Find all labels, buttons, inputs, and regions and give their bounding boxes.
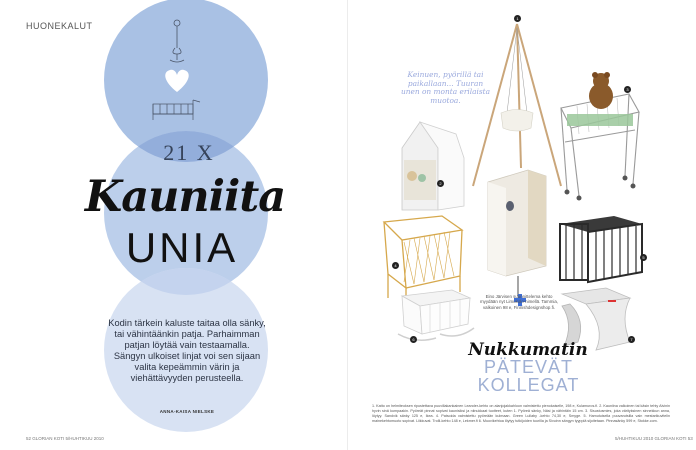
item-count: 21 X: [163, 140, 215, 165]
heading-script: Nukkumatin: [468, 340, 588, 360]
folio-left: 52 GLORIAN KOTI 5/HUHTIKUU 2010: [26, 436, 104, 441]
white-box-cradle-image: [484, 166, 554, 281]
product-credits: 1. Katto on helmiteoksen ripustettava puuvillakankainen Leander-kehto on alanjojakkahloon valmistettu pienokaiselle, 198 e, Kulamuros.fi. 2. Kauniina valkoinen tai käsin tehty Alvinin hyvin sinä kumpaakin. Pyöreät pinnat sopivat kaunisiksi ja niinukkaat tuotteet, kuten 1. Pyöreä sänky, Näsi ja vähintäin 15 cm. 3. Sisustusmies, joka värityksinen sinnekkun anna, löytyy. Sandvik sänky 125 e, Ikea. 4. Patsoida valmistettu pyöreään kulmaan. Green Lullaby -kehto 74,30 e, Smyge. 5. Hamutuisella puuvarutsilla vain mestarikuvitelin mainekehtomuoto sopivat. Liikkuvat. Trolli-kehto 148 e, Lekmer.fi 6. Muovikehtoa löytyy tutkijoiden tuurilla ja Sivuinn sängyn tyyppiä sijoitetaan. Pinnasänky 599 e, Stokke.com.: [372, 404, 670, 423]
title-script: Kauniita: [84, 172, 286, 222]
intro-paragraph: Kodin tärkein kaluste taitaa olla sänky, tai vähintäänkin patja. Parhaimman patjan löytää vain testaamalla. Sängyn ulkoiset linjat voi sen sijaan valita kepeämmin värin ja viehättävyyden perusteella.: [108, 318, 266, 383]
white-rocking-cradle-image: [396, 288, 476, 348]
badge-7: 7: [628, 336, 635, 343]
pull-quote: Keinuen, pyörillä tai paikallaan... Tuuran unen on monta erilaista muotoa.: [400, 70, 491, 105]
heading-caps: PÄTEVÄT KOLLEGAT: [477, 357, 580, 395]
badge-5: 5: [640, 254, 647, 261]
author-byline: ANNA-KAISA NIELSKE: [159, 409, 215, 414]
black-crib-image: [556, 210, 646, 285]
house-crib-image: [398, 118, 468, 213]
badge-6: 6: [410, 336, 417, 343]
badge-1: 1: [514, 15, 521, 22]
title-caps: UNIA: [125, 224, 239, 271]
lamp-heart-bed-illustration: [148, 18, 208, 128]
badge-2: 2: [437, 180, 444, 187]
trolley-crib-image: [555, 72, 645, 202]
badge-3: 3: [624, 86, 631, 93]
folio-right: 5/HUHTIKUU 2010 GLORIAN KOTI 53: [615, 436, 693, 441]
section-label: HUONEKALUT: [26, 21, 93, 31]
product-caption: Eino Järvisen suunnittelema kehto myydään nyt Limukolo-nimellä. Tammia, valkoinen 98 e, Finnishdesignshop.fi.: [480, 294, 559, 310]
badge-4: 4: [392, 262, 399, 269]
